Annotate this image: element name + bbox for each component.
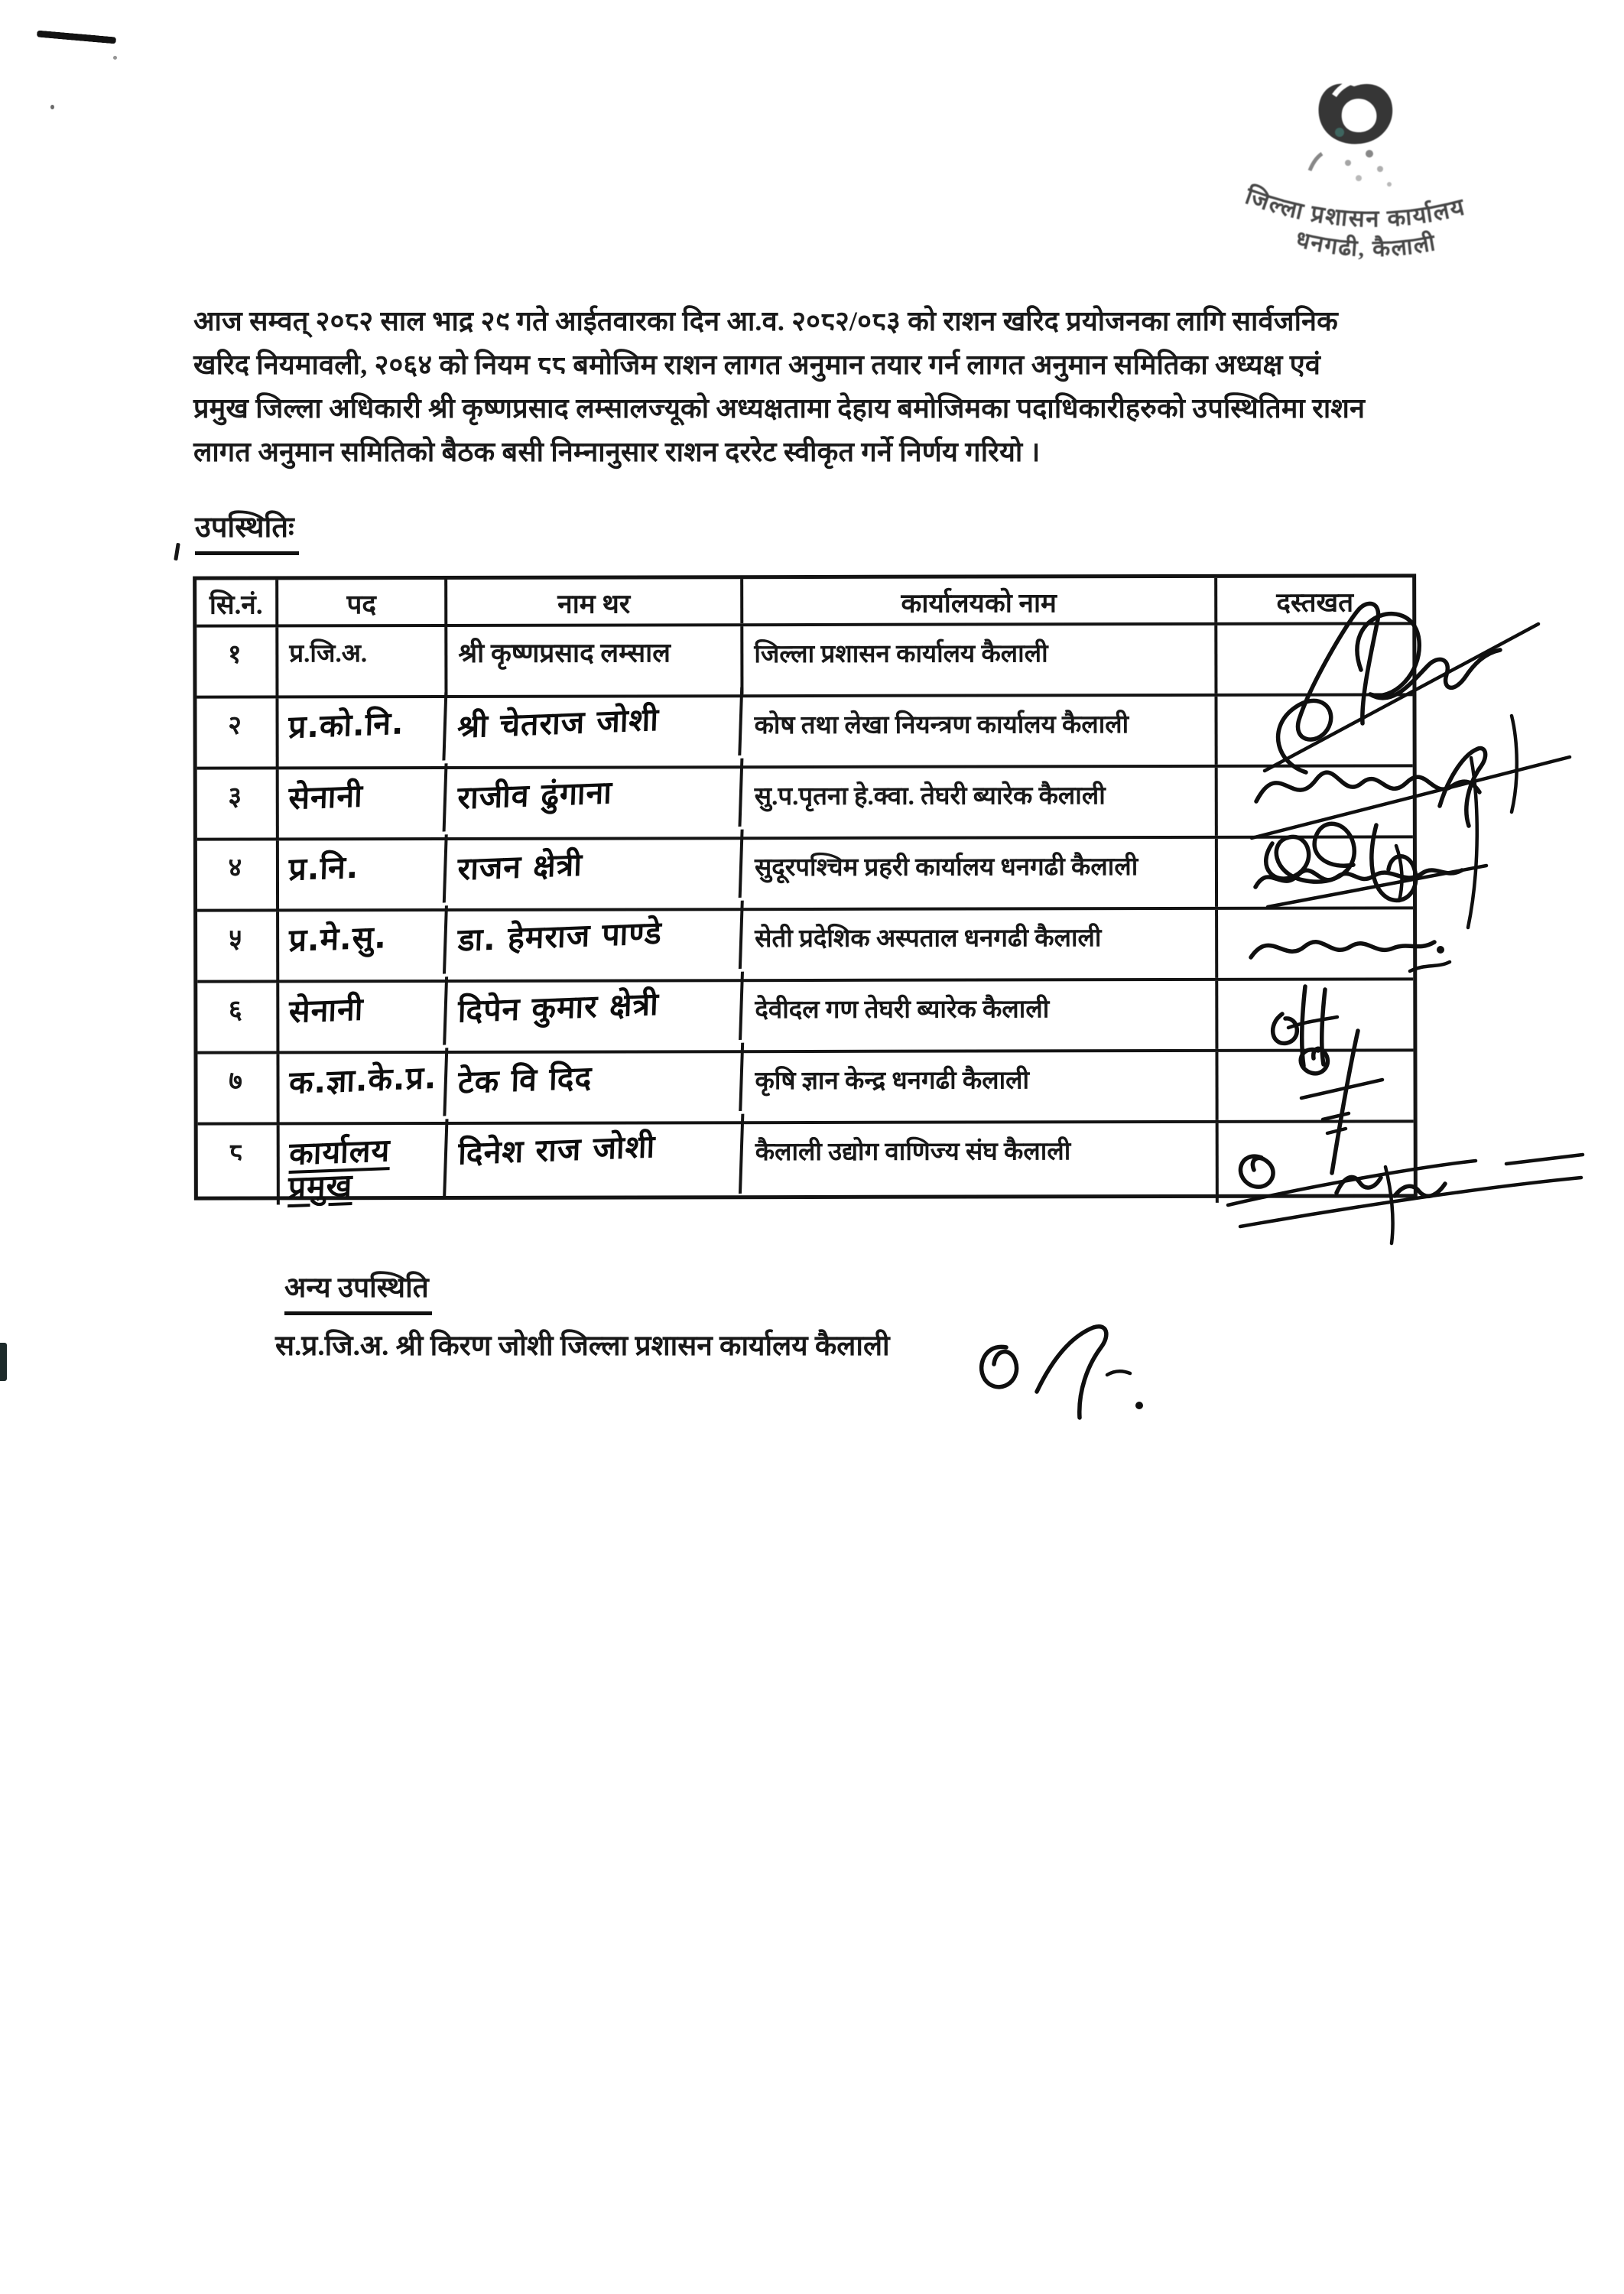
office-cell: सेती प्रदेशिक अस्पताल धनगढी कैलाली: [744, 910, 1218, 979]
office-cell: कृषि ज्ञान केन्द्र धनगढी कैलाली: [744, 1052, 1218, 1121]
intro-line: आज सम्वत् २०८२ साल भाद्र २९ गते आईतवारका दिन आ.व. २०८२/०८३ को राशन खरिद प्रयोजनका लागि सार्वजनिक: [193, 306, 1339, 336]
serial-cell: ८: [198, 1125, 280, 1204]
table-header-row: [197, 577, 1412, 627]
signature-cell: [1218, 1051, 1413, 1120]
signature-cell: [1219, 1123, 1414, 1203]
name-cell: डा. हेमराज पाण्डे: [446, 901, 744, 980]
signature-cell: [1218, 838, 1413, 907]
scan-speck: [50, 105, 54, 109]
office-cell: जिल्ला प्रशासन कार्यालय कैलाली: [743, 625, 1217, 694]
serial-cell: ५: [197, 911, 279, 980]
serial-cell: २: [197, 698, 278, 766]
header-cell-signature: दस्तखत: [1276, 587, 1354, 618]
serial-cell: ७: [197, 1054, 279, 1122]
margin-tick-artifact: [174, 543, 180, 561]
signature-cell: [1218, 767, 1413, 836]
name-cell: टेक वि दिद: [447, 1043, 745, 1122]
intro-line: खरिद नियमावली, २०६४ को नियम ८८ बमोजिम राशन लागत अनुमान तयार गर्न लागत अनुमान समितिका अध्यक्ष एवं: [193, 349, 1321, 380]
table-row: [197, 696, 1412, 769]
header-cell-sn: सि.नं.: [197, 580, 278, 624]
table-row: [197, 767, 1413, 840]
office-cell: देवीदल गण तेघरी ब्यारेक कैलाली: [744, 981, 1218, 1050]
svg-text:धनगढी, कैलाली: [1293, 226, 1438, 262]
office-cell: कोष तथा लेखा नियन्त्रण कार्यालय कैलाली: [743, 697, 1217, 765]
pen-stroke-artifact: [37, 30, 116, 44]
header-cell-name: नाम थर: [447, 579, 743, 624]
office-cell: कैलाली उद्योग वाणिज्य संघ कैलाली: [745, 1123, 1219, 1204]
svg-text:जिल्ला प्रशासन कार्यालय: [1241, 181, 1468, 232]
stamp-emblem: [1310, 80, 1392, 187]
scan-speck: [113, 56, 117, 60]
name-cell: राजीव ढुंगाना: [446, 759, 744, 837]
edge-blob-artifact: [0, 1343, 7, 1381]
table-row: [197, 1051, 1413, 1125]
post-cell: कार्यालय प्रमुख: [277, 1119, 448, 1204]
name-cell: श्री कृष्णप्रसाद लम्साल: [447, 626, 743, 695]
table-row: [197, 909, 1413, 983]
serial-cell: ४: [197, 840, 279, 908]
post-cell: प्र.जि.अ.: [278, 627, 447, 695]
post-cell: क.ज्ञा.के.प्र.: [278, 1048, 449, 1122]
kiran-joshi-signature: [956, 1306, 1170, 1444]
table-row: [197, 838, 1413, 911]
serial-cell: ३: [197, 769, 279, 837]
signature-cell: [1217, 625, 1412, 694]
stamp-arc-text: जिल्ला प्रशासन कार्यालय: [1242, 182, 1469, 232]
attendance-table: [193, 574, 1418, 1207]
intro-line: प्रमुख जिल्ला अधिकारी श्री कृष्णप्रसाद लम्सालज्यूको अध्यक्षतामा देहाय बमोजिमका पदाधिकारीहरुको उपस्थितिमा राशन: [193, 393, 1366, 424]
post-cell: प्र.को.नि.: [277, 692, 448, 766]
others-entry: स.प्र.जि.अ. श्री किरण जोशी जिल्ला प्रशासन कार्यालय कैलाली: [275, 1331, 890, 1362]
name-cell: दिपेन कुमार क्षेत्री: [446, 972, 744, 1051]
name-cell: श्री चेतराज जोशी: [446, 687, 744, 766]
table-row: [197, 980, 1413, 1054]
serial-cell: १: [197, 627, 278, 695]
post-cell: सेनानी: [277, 763, 448, 837]
others-heading: अन्य उपस्थिति: [284, 1266, 432, 1315]
table-row: [197, 625, 1412, 698]
office-cell: सु.प.पृतना हे.क्वा. तेघरी ब्यारेक कैलाली: [744, 768, 1218, 837]
post-cell: प्र.नि.: [277, 834, 448, 908]
official-stamp: [1220, 42, 1556, 271]
name-cell: राजन क्षेत्री: [446, 830, 744, 908]
intro-paragraph: [193, 300, 1478, 474]
attendance-heading: उपस्थितिः: [195, 506, 299, 555]
office-cell: सुदूरपश्चिम प्रहरी कार्यालय धनगढी कैलाली: [744, 839, 1218, 908]
post-cell: प्र.मे.सु.: [277, 905, 448, 980]
post-cell: सेनानी: [277, 976, 448, 1051]
table-row: [198, 1123, 1414, 1207]
name-cell: दिनेश राज जोशी: [446, 1114, 744, 1205]
stamp-bottom-text: धनगढी, कैलाली: [1293, 226, 1439, 262]
intro-line: लागत अनुमान समितिको बैठक बसी निम्नानुसार राशन दररेट स्वीकृत गर्ने निर्णय गरियो ।: [193, 437, 1041, 467]
signature-cell: [1217, 696, 1412, 765]
signature-cell: [1218, 909, 1413, 978]
serial-cell: ६: [197, 983, 279, 1051]
header-cell-post: पद: [278, 580, 447, 624]
signature-cell: [1218, 980, 1413, 1049]
header-cell-office: कार्यालयको नाम: [743, 578, 1217, 623]
